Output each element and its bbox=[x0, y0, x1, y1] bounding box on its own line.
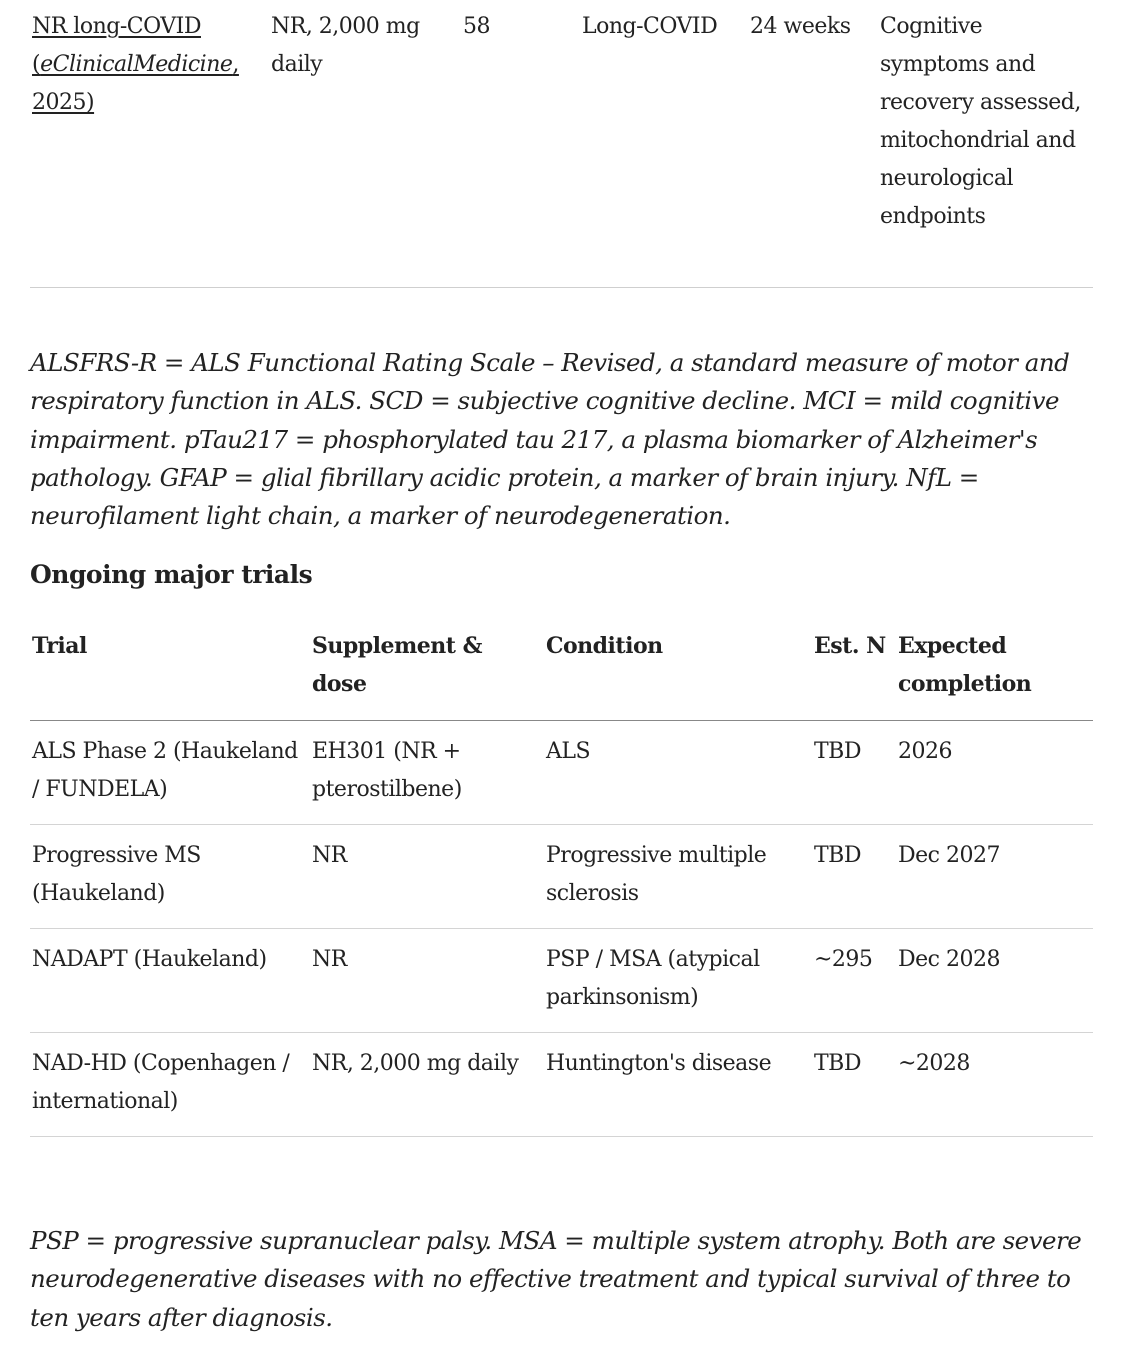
section-heading: Ongoing major trials bbox=[30, 560, 313, 589]
header-condition: Condition bbox=[546, 633, 663, 659]
trial-cell: Progressive MS (Haukeland) bbox=[32, 843, 201, 906]
completion-cell: Dec 2027 bbox=[898, 843, 1000, 868]
condition-cell: Long-COVID bbox=[582, 14, 718, 39]
supplement-cell: NR bbox=[312, 947, 347, 972]
study-name: NR long-COVID bbox=[32, 14, 201, 39]
table-row bbox=[30, 929, 1093, 1033]
study-year: 2025) bbox=[32, 90, 95, 115]
previous-studies-table bbox=[30, 0, 1093, 288]
disease-definitions-note: PSP = progressive supranuclear palsy. MSA = multiple system atrophy. Both are severe neurodegenerative diseases with no effective treatment and typical survival of three to ten years after diagnosis. bbox=[30, 1226, 1082, 1332]
dose-cell: NR, 2,000 mg daily bbox=[271, 14, 420, 77]
condition-cell: Progressive multiple sclerosis bbox=[546, 843, 767, 906]
n-cell: ~295 bbox=[814, 947, 873, 972]
trial-cell: ALS Phase 2 (Haukeland / FUNDELA) bbox=[32, 739, 298, 802]
condition-cell: ALS bbox=[546, 739, 591, 764]
n-cell: TBD bbox=[814, 739, 861, 764]
study-citation-link[interactable] bbox=[32, 14, 239, 115]
supplement-cell: NR, 2,000 mg daily bbox=[312, 1051, 519, 1076]
table-row bbox=[30, 0, 1093, 287]
n-cell: 58 bbox=[463, 14, 490, 39]
table-row bbox=[30, 721, 1093, 825]
study-cell[interactable] bbox=[30, 0, 269, 287]
condition-cell: PSP / MSA (atypical parkinsonism) bbox=[546, 947, 760, 1010]
study-open-paren: ( bbox=[32, 52, 41, 77]
study-journal-comma: , bbox=[232, 52, 239, 77]
duration-cell: 24 weeks bbox=[750, 14, 851, 39]
table-row bbox=[30, 1033, 1093, 1137]
n-cell: TBD bbox=[814, 1051, 861, 1076]
completion-cell: ~2028 bbox=[898, 1051, 970, 1076]
supplement-cell: EH301 (NR + pterostilbene) bbox=[312, 739, 462, 802]
trial-cell: NAD-HD (Copenhagen / international) bbox=[32, 1051, 290, 1114]
header-n: Est. N bbox=[814, 633, 886, 659]
abbreviations-note: ALSFRS-R = ALS Functional Rating Scale – Revised, a standard measure of motor and respiratory function in ALS. SCD = subjective cognitive decline. MCI = mild cognitive impairment. pTau217 = phosphorylated tau 217, a plasma biomarker of Alzheimer's pathology. GFAP = glial fibrillary acidic protein, a marker of brain injury. NfL = neurofilament light chain, a marker of neurodegeneration. bbox=[30, 348, 1070, 531]
ongoing-trials-table bbox=[30, 625, 1093, 1137]
header-supplement: Supplement & dose bbox=[312, 633, 482, 697]
header-completion: Expected completion bbox=[898, 633, 1032, 697]
header-trial: Trial bbox=[32, 633, 87, 659]
n-cell: TBD bbox=[814, 843, 861, 868]
supplement-cell: NR bbox=[312, 843, 347, 868]
completion-cell: 2026 bbox=[898, 739, 952, 764]
table-row bbox=[30, 825, 1093, 929]
trial-cell: NADAPT (Haukeland) bbox=[32, 947, 267, 972]
completion-cell: Dec 2028 bbox=[898, 947, 1000, 972]
outcome-cell: Cognitive symptoms and recovery assessed, mitochondrial and neurological endpoints bbox=[880, 14, 1081, 229]
study-journal: eClinicalMedicine bbox=[40, 52, 233, 77]
table-header-row bbox=[30, 625, 1093, 721]
condition-cell: Huntington's disease bbox=[546, 1051, 772, 1076]
